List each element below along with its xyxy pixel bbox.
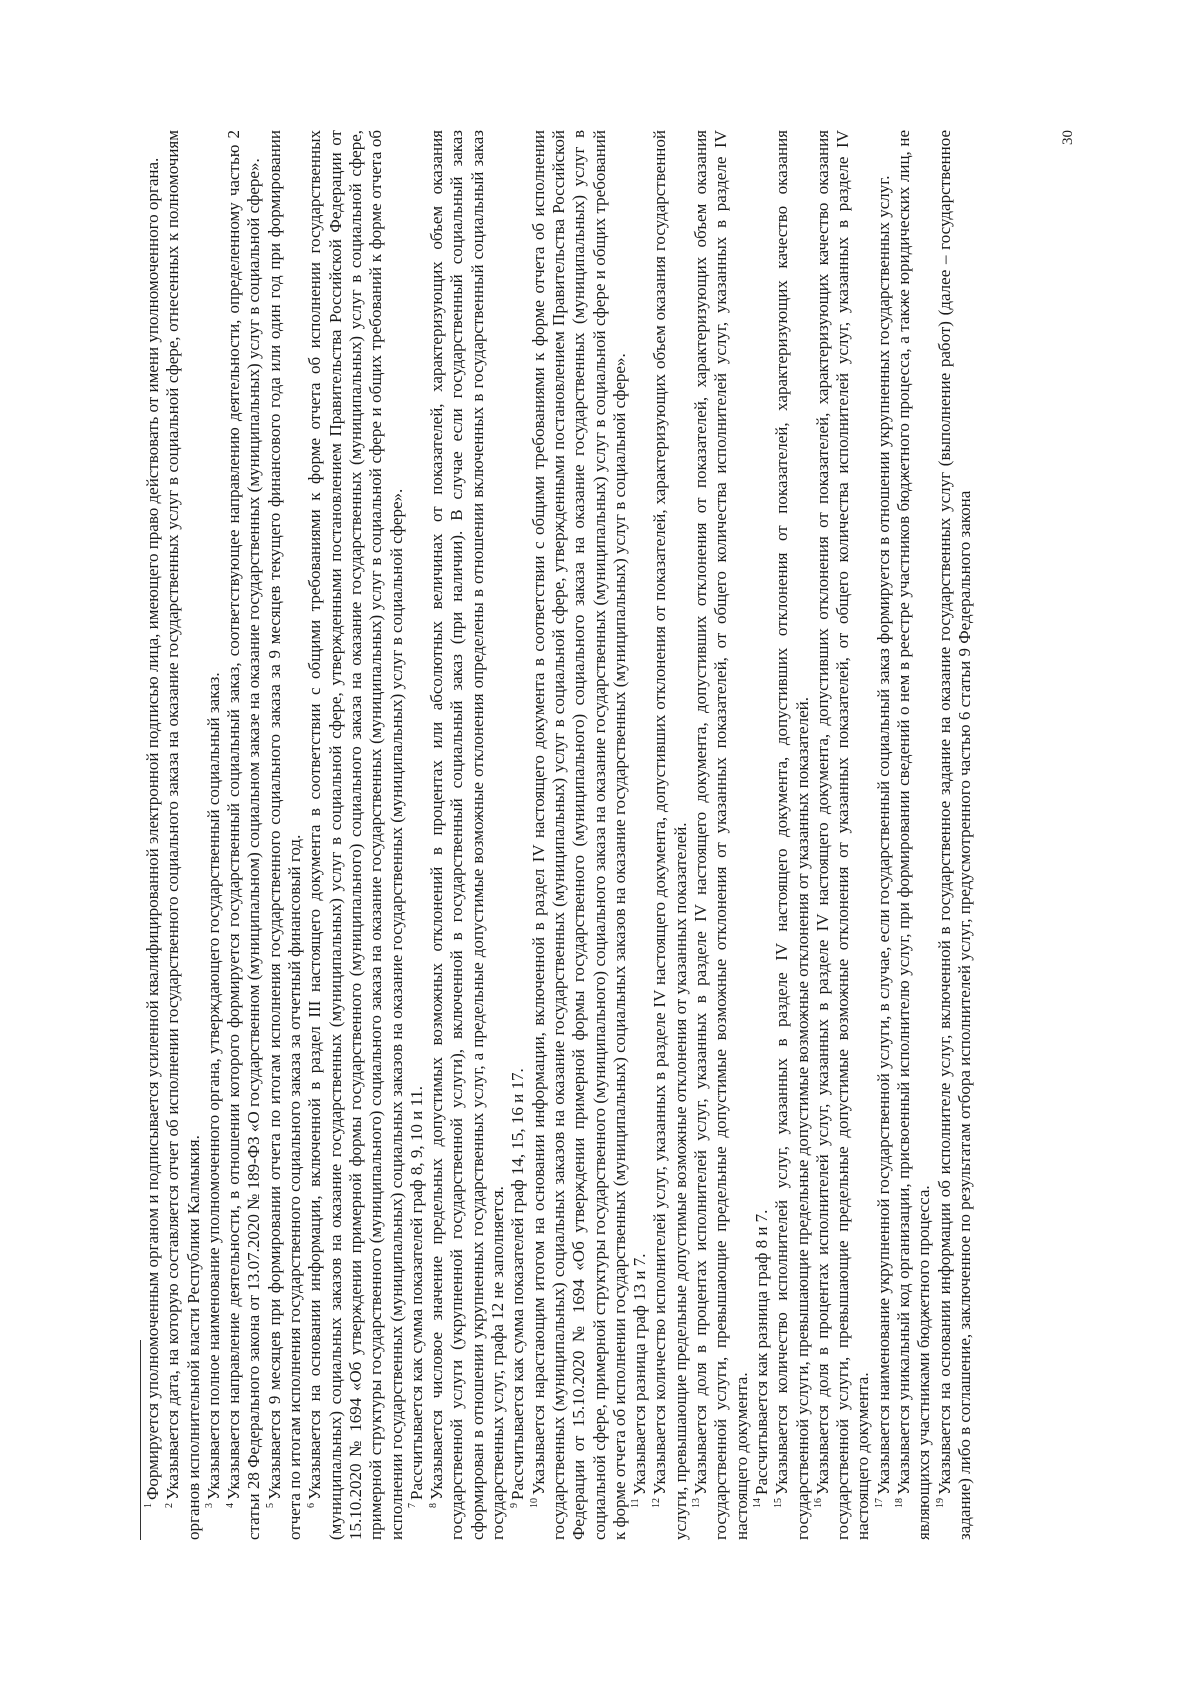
- footnote-marker: 1: [143, 1503, 155, 1508]
- footnote-marker: 16: [813, 1498, 825, 1508]
- footnote-text: Указывается количество исполнителей услуг, указанных в разделе IV настоящего документа, допустивших отклонения от показателей, характеризующих объем оказания государственной услуги, превышающие предельные допустимые возможные отклонения от указанных показателей.: [650, 130, 690, 1540]
- footnote-16: [813, 130, 874, 1540]
- footnote-18: [894, 130, 935, 1540]
- footnote-2: [163, 130, 204, 1540]
- footnote-marker: 8: [427, 1503, 439, 1508]
- footnote-text: Формируется уполномоченным органом и подписывается усиленной квалифицированной электронной подписью лица, имеющего право действовать от имени уполномоченного органа.: [143, 157, 162, 1500]
- footnote-text: Указывается на основании информации об исполнителе услуг, включенной в государственное задание на оказание государственных услуг (выполнение работ) (далее – государственное задание) либо в соглашение, заключенное по результатам отбора исполнителей услуг, предусмотренного частью 6 статьи 9 Федерального закона: [934, 130, 974, 1540]
- footnote-5: [265, 130, 306, 1540]
- footnote-text: Рассчитывается как разница граф 8 и 7.: [751, 1209, 771, 1495]
- footnote-marker: 7: [407, 1503, 419, 1508]
- footnote-text: Указывается на основании информации, включенной в раздел III настоящего документа в соответствии с общими требованиями к форме отчета об исполнении государственных (муниципальных) социальных заказов на оказание государственных (муниципальных) услуг в социальной сфере, утвержденными постановлением Правительства Российской Федерации от 15.10.2020 № 1694 «Об утверждении примерной формы государственного (муниципального) социального заказа на оказание государственных (муниципальных) услуг в социальной сфере, примерной структуры государственного (муниципального) социального заказа на оказание государственных (муниципальных) услуг в социальной сфере и общих требований к форме отчета об исполнении государственных (муниципальных) социальных заказов на оказание государственных (муниципальных) услуг в социальной сфере».: [305, 130, 406, 1540]
- rotated-page: [140, 130, 1080, 1540]
- footnote-marker: 4: [224, 1503, 236, 1508]
- footnote-15: [772, 130, 813, 1540]
- footnote-text: Указывается разница граф 13 и 7.: [630, 1253, 650, 1496]
- footnote-text: Указывается дата, на которую составляется отчет об исполнении государственного социального заказа на оказание государственных услуг в социальной сфере, отнесенных к полномочиям органов исполнительной власти Республики Калмыкия.: [163, 130, 203, 1540]
- footnote-text: Рассчитывается как сумма показателей граф 14, 15, 16 и 17.: [508, 1068, 528, 1500]
- footnote-marker: 5: [265, 1503, 277, 1508]
- footnote-marker: 6: [305, 1503, 317, 1508]
- footnote-text: Указывается полное наименование уполномоченного органа, утверждающего государственный социальный заказ.: [203, 672, 223, 1500]
- footnote-7: [407, 130, 427, 1540]
- footnote-10: [529, 130, 630, 1540]
- footnote-marker: 15: [772, 1498, 784, 1508]
- footnote-separator: [140, 1340, 141, 1540]
- footnote-marker: 12: [650, 1498, 662, 1508]
- footnote-13: [691, 130, 752, 1540]
- footnote-marker: 17: [874, 1498, 886, 1508]
- footnote-14: [752, 130, 772, 1540]
- footnote-17: [874, 130, 894, 1540]
- footnote-marker: 9: [508, 1503, 520, 1508]
- footnote-8: [427, 130, 508, 1540]
- footnote-text: Указывается уникальный код организации, присвоенный исполнителю услуг, при формировании сведений о нем в реестре участников бюджетного процесса, а также юридических лиц, не являющихся участниками бюджетного процесса.: [893, 130, 934, 1540]
- footnote-text: Указывается количество исполнителей услуг, указанных в разделе IV настоящего документа, допустивших отклонения от показателей, характеризующих качество оказания государственной услуги, превышающие предельные допустимые возможные отклонения от указанных показателей.: [772, 130, 812, 1540]
- footnote-9: [508, 130, 528, 1540]
- footnote-text: Указывается числовое значение предельных допустимых возможных отклонений в процентах или абсолютных величинах от показателей, характеризующих объем оказания государственной услуги (укрупненной государственной услуги), включенной в государственный социальный заказ (при наличии). В случае если государственный социальный заказ сформирован в отношении укрупненных государственных услуг, а предельные допустимые возможные отклонения определены в отношении включенных в государственный социальный заказ государственных услуг, графа 12 не заполняется.: [427, 130, 508, 1540]
- footnote-marker: 10: [528, 1498, 540, 1508]
- footnote-3: [204, 130, 224, 1540]
- footnote-text: Рассчитывается как сумма показателей граф 8, 9, 10 и 11.: [406, 1085, 426, 1500]
- footnote-text: Указывается нарастающим итогом на основании информации, включенной в раздел IV настоящего документа в соответствии с общими требованиями к форме отчета об исполнении государственных (муниципальных) социальных заказов на оказание государственных (муниципальных) услуг в социальной сфере, утвержденными постановлением Правительства Российской Федерации от 15.10.2020 № 1694 «Об утверждении примерной формы государственного (муниципального) социального заказа на оказание государственных (муниципальных) услуг в социальной сфере, примерной структуры государственного (муниципального) социального заказа на оказание государственных (муниципальных) услуг в социальной сфере и общих требований к форме отчета об исполнении государственных (муниципальных) социальных заказов на оказание государственных (муниципальных) услуг в социальной сфере».: [528, 130, 629, 1540]
- footnote-text: Указывается 9 месяцев при формировании отчета по итогам исполнения государственного социального заказа за 9 месяцев текущего финансового года или один год при формировании отчета по итогам исполнения государственного социального заказа за отчетный финансовый год.: [264, 130, 305, 1540]
- page-number: 30: [1060, 130, 1076, 145]
- footnotes-list: [143, 130, 975, 1540]
- footnote-11: [630, 130, 650, 1540]
- footnote-marker: 3: [204, 1503, 216, 1508]
- footnote-marker: 19: [934, 1498, 946, 1508]
- footnote-19: [935, 130, 976, 1540]
- footnote-marker: 11: [630, 1498, 642, 1508]
- footnote-text: Указывается доля в процентах исполнителей услуг, указанных в разделе IV настоящего документа, допустивших отклонения от показателей, характеризующих объем оказания государственной услуги, превышающие предельные допустимые возможные отклонения от указанных показателей, от общего количества исполнителей услуг, указанных в разделе IV настоящего документа.: [691, 130, 751, 1540]
- footnote-1: [143, 130, 163, 1540]
- footnote-text: Указывается наименование укрупненной государственной услуги, в случае, если государственный социальный заказ формируется в отношении укрупненных государственных услуг.: [873, 175, 893, 1495]
- footnote-marker: 13: [691, 1498, 703, 1508]
- footnote-6: [305, 130, 406, 1540]
- footnote-text: Указывается направление деятельности, в отношении которого формируется государственный социальный заказ, соответствующее направлению деятельности, определенному частью 2 статьи 28 Федерального закона от 13.07.2020 № 189-ФЗ «О государственном (муниципальном) социальном заказе на оказание государственных (муниципальных) услуг в социальной сфере».: [224, 130, 264, 1540]
- footnote-4: [224, 130, 265, 1540]
- footnote-text: Указывается доля в процентах исполнителей услуг, указанных в разделе IV настоящего документа, допустивших отклонения от показателей, характеризующих качество оказания государственной услуги, превышающие предельные допустимые возможные отклонения от указанных показателей, от общего количества исполнителей услуг, указанных в разделе IV настоящего документа.: [812, 130, 873, 1540]
- footnote-12: [650, 130, 691, 1540]
- footnote-marker: 2: [163, 1503, 175, 1508]
- footnote-marker: 14: [752, 1498, 764, 1508]
- footnote-marker: 18: [894, 1498, 906, 1508]
